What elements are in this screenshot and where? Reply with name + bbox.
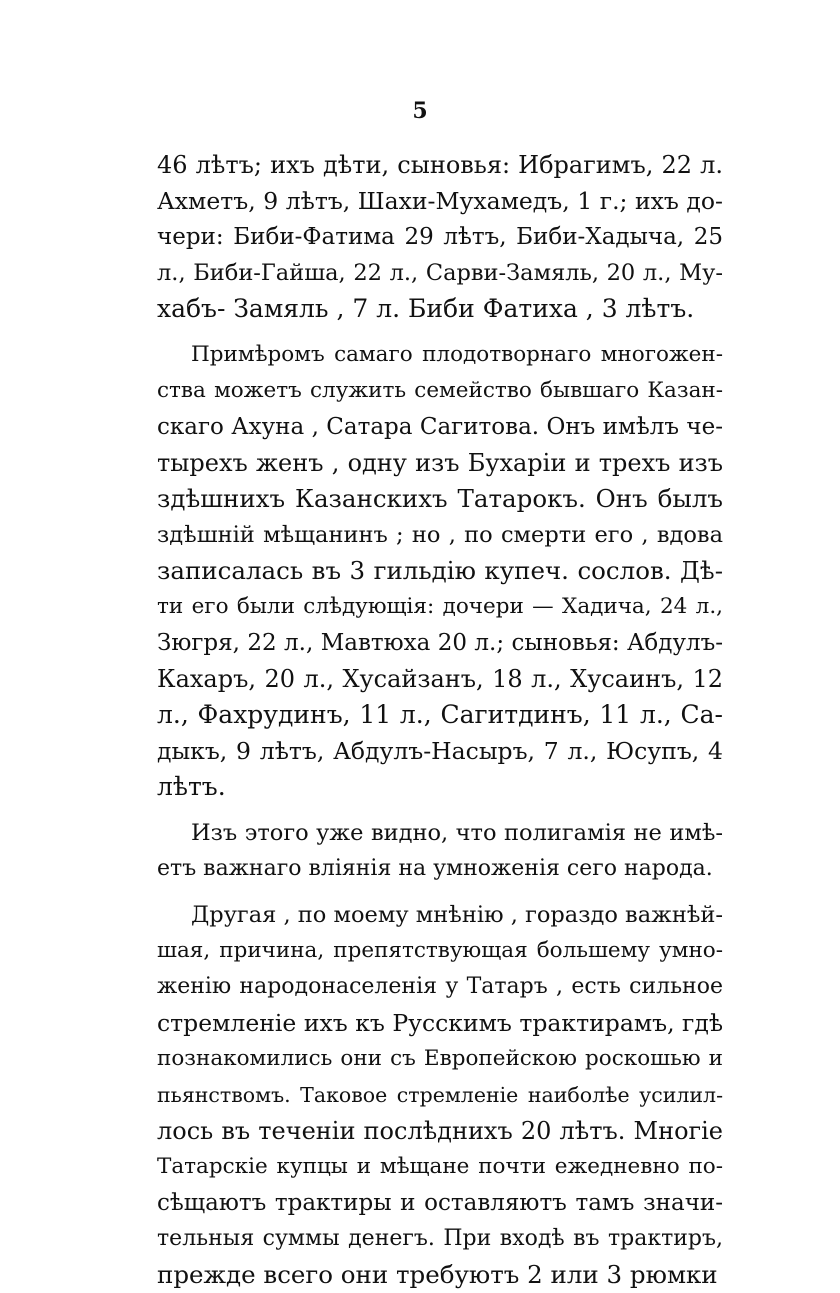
- text-line: Примѣромъ самаго плодотворнаго многожен-: [191, 342, 723, 367]
- paragraph: [157, 897, 723, 1293]
- text-line: чери: Биби-Фатима 29 лѣтъ, Биби-Хадыча, 25: [157, 224, 723, 250]
- text-line: здѣшній мѣщанинъ ; но , по смерти его , вдова: [157, 522, 723, 548]
- text-line: Зюгря, 22 л., Мавтюха 20 л.; сыновья: Абдулъ-: [157, 630, 723, 656]
- text-line: тельныя суммы денегъ. При входѣ въ трактиръ,: [157, 1226, 723, 1251]
- text-line: ства можетъ служить семейство бывшаго Казан-: [157, 378, 723, 403]
- text-line: л., Фахрудинъ, 11 л., Сагитдинъ, 11 л., Са-: [157, 700, 723, 729]
- text-line: пьянствомъ. Таковое стремленіе наиболѣе усилил-: [157, 1083, 723, 1107]
- text-line: Татарскіе купцы и мѣщане почти ежедневно по-: [157, 1154, 723, 1179]
- text-line: сѣщаютъ трактиры и оставляютъ тамъ значи-: [157, 1190, 723, 1216]
- text-line: записалась въ 3 гильдію купеч. сослов. Дѣ-: [157, 556, 723, 585]
- text-line: 46 лѣтъ; ихъ дѣти, сыновья: Ибрагимъ, 22 л.: [157, 151, 723, 179]
- text-line: етъ важнаго вліянія на умноженія сего народа.: [157, 856, 713, 881]
- text-line: л., Биби-Гайша, 22 л., Сарви-Замяль, 20 л., Му-: [157, 260, 723, 286]
- page-number: 5: [412, 98, 428, 124]
- text-line: женію народонаселенія у Татаръ , есть сильное: [157, 974, 723, 999]
- text-line: скаго Ахуна , Сатара Сагитова. Онъ имѣлъ че-: [157, 414, 723, 440]
- text-line: тырехъ женъ , одну изъ Бухаріи и трехъ изъ: [157, 449, 723, 477]
- text-line: Изъ этого уже видно, что полигамія не имѣ-: [191, 820, 723, 846]
- text-line: дыкъ, 9 лѣтъ, Абдулъ-Насыръ, 7 л., Юсупъ, 4: [157, 737, 723, 765]
- text-line: Кахаръ, 20 л., Хусайзанъ, 18 л., Хусаинъ, 12: [157, 665, 723, 693]
- body-text: [157, 147, 723, 1293]
- paragraph: [157, 815, 723, 887]
- text-line: лѣтъ.: [157, 772, 226, 801]
- text-line: Другая , по моему мнѣнію , гораздо важнѣй-: [191, 902, 723, 928]
- text-line: прежде всего они требуютъ 2 или 3 рюмки: [157, 1260, 718, 1289]
- text-line: Ахметъ, 9 лѣтъ, Шахи-Мухамедъ, 1 г.; ихъ до-: [157, 187, 723, 215]
- paragraph: [157, 337, 723, 805]
- text-line: стремленіе ихъ къ Русскимъ трактирамъ, гдѣ: [157, 1009, 723, 1037]
- text-line: ти его были слѣдующія: дочери — Хадича, 24 л.,: [157, 594, 723, 619]
- text-line: здѣшнихъ Казанскихъ Татарокъ. Онъ былъ: [157, 484, 723, 513]
- text-line: лось въ теченіи послѣднихъ 20 лѣтъ. Многіе: [157, 1117, 723, 1145]
- text-line: хабъ- Замяль , 7 л. Биби Фатиха , 3 лѣтъ.: [157, 294, 695, 323]
- paragraph: [157, 147, 723, 327]
- text-line: шая, причина, препятствующая большему умно-: [157, 938, 723, 963]
- text-line: познакомились они съ Европейскою роскошью и: [157, 1046, 723, 1071]
